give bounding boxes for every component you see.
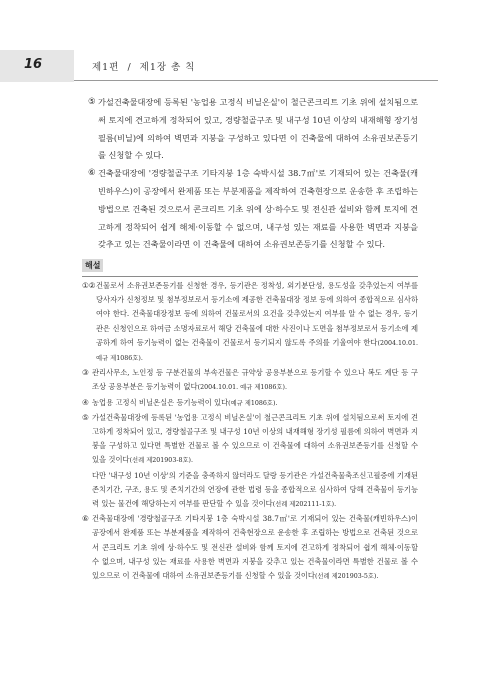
note-text: 건물로서 소유권보존등기를 신청한 경우, 등기관은 정착성, 외기분단성, 용도성을 갖추었는지 여부를 당사자가 신청정보 및 첨부정보로서 등기소에 제공한 건축물대장 정보 등에 의하여 종합적으로 심사하여야 한다. 건축물대장정보 등에 의하여 건물로서의 요건을 갖추었는지 여부를 알 수 없는 경우, 등기관은 신청인으로 하여금 소명자료로서 해당 건축물에 대한 사진이나 도면을 첨부정보로서 등기소에 제공하게 하여 등기능력이 없는 건축물이 건물로서 등기되지 않도록 주의를 기울여야 한다 — [96, 280, 418, 347]
note-citation: (선례 제201903-8호). — [129, 457, 193, 465]
note-citation: (선례 제201903-5호). — [314, 573, 379, 581]
note-marker: ⑤ — [82, 412, 89, 422]
header-rule — [74, 80, 438, 81]
note-marker: ⑥ — [82, 514, 89, 524]
note-citation: (예규 제1086호). — [228, 399, 278, 407]
part-label: 제1편 — [92, 62, 120, 73]
commentary-box — [82, 276, 418, 584]
note-text: 관리사무소, 노인정 등 구분건물의 부속건물은 규약상 공용부분으로 등기할 수 있으나 복도 계단 등 구조상 공용부분은 등기능력이 없다 — [92, 368, 418, 392]
commentary-note — [82, 411, 418, 512]
page-body — [82, 94, 418, 584]
note-text: 가설건축물대장에 등록된 '농업용 고정식 비닐온실'이 철근콘크리트 기초 위에 설치됨으로써 토지에 견고하게 정착되어 있고, 경량철골구조 및 내구성 10년 이상의 내재해형 장기성 필름에 의하여 벽면과 지붕을 구성하고 있다면 특별한 건물로 볼 수 있으므로 이 건축물에 대하여 소유권보존등기를 신청할 수 있을 것이다 — [92, 412, 418, 465]
note-text: 다만 '내구성 10년 이상'의 기준을 충족하지 않더라도 달랑 등기관은 가설건축물축조신고필증에 기재된 존치기간, 구조, 용도 및 존치기간의 연장에 관한 법령 등을 종합적으로 심사하여 당해 건축물이 등기능력 있는 물건에 해당하는지 여부를 판단할 수 있을 것이다 — [92, 470, 418, 509]
page-number: 16 — [24, 57, 43, 72]
note-citation: (2004.10.01. 예규 제1086호). — [197, 384, 287, 392]
item-marker: ⑥ — [88, 168, 96, 179]
note-marker: ①② — [82, 280, 96, 290]
item-text: 건축물대장에 '경량철골구조 기타지붕 1층 숙박시설 38.7㎡'로 기재되어 있는 건축물(캐빈하우스)이 공장에서 완제품 또는 부분제품을 제작하여 건축현장으로 운송한 후 조립하는 방법으로 건축된 것으로서 콘크리트 기초 위에 상·하수도 및 전신관 설비와 함께 토지에 견고하게 정착되어 쉽게 해체·이동할 수 없으며, 내구성 있는 재료를 사용한 벽면과 지붕을 갖추고 있는 건축물이라면 이 건축물에 대하여 소유권보존등기를 신청할 수 있다. — [98, 168, 418, 250]
commentary-note — [82, 396, 418, 411]
commentary-note — [82, 366, 418, 395]
note-text: 농업용 고정식 비닐온실은 등기능력이 있다 — [92, 397, 229, 407]
commentary-note — [82, 512, 418, 584]
page-number-box — [0, 50, 74, 82]
item-marker: ⑤ — [88, 97, 96, 107]
note-citation: (선례 제202111-1호). — [272, 501, 337, 509]
note-citation: (2004.10.01. 예규 제1086호). — [96, 339, 418, 362]
main-item-6 — [82, 165, 418, 254]
chapter-label: 제1장 총 칙 — [139, 62, 196, 73]
commentary-label: 해설 — [82, 259, 103, 272]
note-marker: ④ — [82, 397, 89, 407]
note-text: 건축물대장에 '경량철골구조 기타지붕 1층 숙박시설 38.7㎡'로 기재되어 있는 건축물(캐빈하우스)이 공장에서 완제품 또는 부분제품을 제작하여 건축현장으로 운송한 후 조립하는 방법으로 건축된 것으로서 콘크리트 기초 위에 상·하수도 및 전신관 설비와 함께 토지에 견고하게 정착되어 쉽게 해체·이동할 수 없으며, 내구성 있는 재료를 사용한 벽면과 지붕을 갖추고 있는 건축물이라면 특별한 건물로 볼 수 있으므로 이 건축물에 대하여 소유권보존등기를 신청할 수 있을 것이다 — [92, 514, 418, 581]
running-header — [0, 50, 500, 82]
note-marker: ③ — [82, 368, 89, 378]
header-separator: / — [127, 62, 132, 73]
commentary-note — [82, 279, 418, 366]
main-item-5 — [82, 94, 418, 165]
running-head-title — [92, 59, 199, 73]
item-text: 가설건축물대장에 등록된 '농업용 고정식 비닐온실'이 철근콘크리트 기초 위에 설치됨으로써 토지에 견고하게 정착되어 있고, 경량철골구조 및 내구성 10년 이상의 내재해형 장기성 필름(비닐)에 의하여 벽면과 지붕을 구성하고 있다면 이 건축물에 대하여 소유권보존등기를 신청할 수 있다. — [98, 97, 418, 161]
